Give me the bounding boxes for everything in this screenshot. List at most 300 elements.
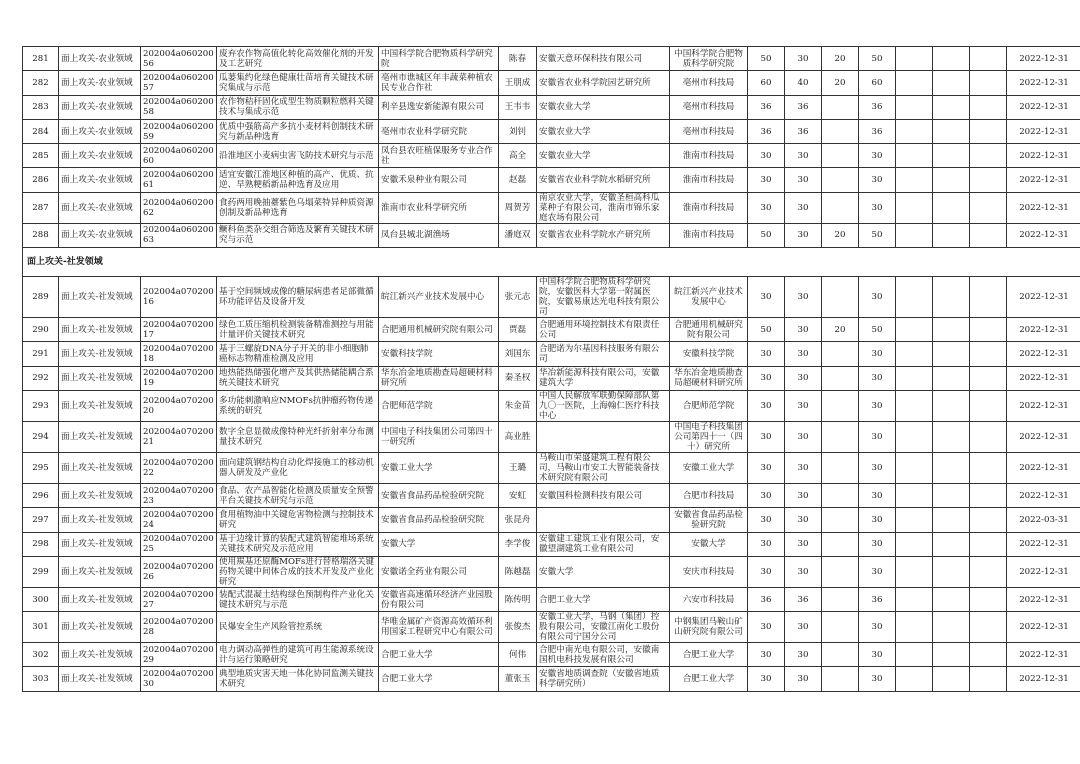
extra-cell-2	[933, 508, 970, 532]
total-funding-cell: 50	[748, 223, 785, 247]
table-row	[23, 643, 1080, 667]
table-row	[23, 390, 1080, 421]
extra-cell-1	[896, 532, 933, 556]
extra-cell-2	[933, 643, 970, 667]
row-number-cell: 291	[23, 342, 59, 366]
row-number-cell: 302	[23, 643, 59, 667]
row-number-cell: 294	[23, 421, 59, 452]
project-name-cell: 地热能热储强化增产及其供热储能耦合系统关键技术研究	[217, 366, 379, 390]
category-cell: 面上攻关-农业领域	[59, 192, 141, 223]
project-name-cell: 基于边缘计算的装配式建筑智能堆场系统关键技术研究及示范应用	[217, 532, 379, 556]
category-cell: 面上攻关-社发领域	[59, 452, 141, 483]
provincial-funding-cell: 30	[785, 223, 822, 247]
row-number-cell: 296	[23, 483, 59, 507]
provincial-funding-cell: 30	[785, 532, 822, 556]
recommending-unit-cell: 中国科学院合肥物质科学研究院	[670, 47, 748, 71]
partner-org-cell: 马鞍山市荣盛建筑工程有限公司，马鞍山市安工大智能装备技术研究院有限公司	[537, 452, 670, 483]
project-leader-cell: 贾磊	[499, 318, 537, 342]
allocated-funding-cell: 30	[859, 144, 896, 168]
table-row	[23, 342, 1080, 366]
extra-cell-2	[933, 47, 970, 71]
end-date-cell: 2022-12-31	[1007, 483, 1080, 507]
first-year-cell	[822, 95, 859, 119]
project-code-cell: 202004a06020061	[141, 168, 217, 192]
extra-cell-2	[933, 318, 970, 342]
provincial-funding-cell: 30	[785, 342, 822, 366]
provincial-funding-cell: 30	[785, 556, 822, 587]
extra-cell-3	[970, 318, 1007, 342]
first-year-cell	[822, 452, 859, 483]
extra-cell-1	[896, 612, 933, 643]
project-code-cell: 202004a07020030	[141, 667, 217, 691]
row-number-cell: 287	[23, 192, 59, 223]
provincial-funding-cell: 30	[785, 667, 822, 691]
allocated-funding-cell: 50	[859, 223, 896, 247]
project-code-cell: 202004a07020029	[141, 643, 217, 667]
row-number-cell: 292	[23, 366, 59, 390]
end-date-cell: 2022-12-31	[1007, 168, 1080, 192]
total-funding-cell: 30	[748, 192, 785, 223]
project-code-cell: 202004a07020025	[141, 532, 217, 556]
partner-org-cell: 安徽省农业科学院水产研究所	[537, 223, 670, 247]
provincial-funding-cell: 36	[785, 95, 822, 119]
total-funding-cell: 36	[748, 587, 785, 611]
total-funding-cell: 60	[748, 71, 785, 95]
project-leader-cell: 高全	[499, 144, 537, 168]
table-row	[23, 168, 1080, 192]
lead-org-cell: 安徽科技学院	[379, 342, 499, 366]
project-code-cell: 202004a07020022	[141, 452, 217, 483]
allocated-funding-cell: 60	[859, 71, 896, 95]
lead-org-cell: 合肥工业大学	[379, 643, 499, 667]
total-funding-cell: 30	[748, 366, 785, 390]
first-year-cell	[822, 192, 859, 223]
recommending-unit-cell: 合肥市科技局	[670, 483, 748, 507]
total-funding-cell: 30	[748, 483, 785, 507]
end-date-cell: 2022-12-31	[1007, 47, 1080, 71]
table-row	[23, 119, 1080, 143]
lead-org-cell: 亳州市农业科学研究院	[379, 119, 499, 143]
partner-org-cell: 合肥通用环境控制技术有限责任公司	[537, 318, 670, 342]
category-cell: 面上攻关-社发领域	[59, 277, 141, 318]
total-funding-cell: 50	[748, 318, 785, 342]
total-funding-cell: 36	[748, 119, 785, 143]
first-year-cell: 20	[822, 223, 859, 247]
first-year-cell	[822, 643, 859, 667]
partner-org-cell: 安徽大学	[537, 556, 670, 587]
recommending-unit-cell: 合肥工业大学	[670, 643, 748, 667]
allocated-funding-cell: 30	[859, 421, 896, 452]
section-header	[23, 248, 1080, 277]
end-date-cell: 2022-12-31	[1007, 667, 1080, 691]
extra-cell-2	[933, 421, 970, 452]
social-development-rows	[23, 277, 1080, 692]
extra-cell-2	[933, 667, 970, 691]
extra-cell-2	[933, 95, 970, 119]
provincial-funding-cell: 30	[785, 366, 822, 390]
allocated-funding-cell: 30	[859, 643, 896, 667]
first-year-cell	[822, 119, 859, 143]
partner-org-cell: 安徽农业大学	[537, 119, 670, 143]
category-cell: 面上攻关-农业领域	[59, 223, 141, 247]
category-cell: 面上攻关-农业领域	[59, 47, 141, 71]
lead-org-cell: 淮南市农业科学研究所	[379, 192, 499, 223]
allocated-funding-cell: 50	[859, 318, 896, 342]
recommending-unit-cell: 华东冶金地质勘查局超硬材料研究所	[670, 366, 748, 390]
section-title: 面上攻关-社发领域	[23, 248, 1080, 277]
extra-cell-1	[896, 144, 933, 168]
recommending-unit-cell: 淮南市科技局	[670, 223, 748, 247]
recommending-unit-cell: 安徽大学	[670, 532, 748, 556]
project-code-cell: 202004a06020057	[141, 71, 217, 95]
project-leader-cell: 高业胜	[499, 421, 537, 452]
provincial-funding-cell: 30	[785, 421, 822, 452]
row-number-cell: 285	[23, 144, 59, 168]
lead-org-cell: 安徽禾泉种业有限公司	[379, 168, 499, 192]
project-name-cell: 农作物秸秆固化成型生物质颗粒燃料关键技术与集成示范	[217, 95, 379, 119]
lead-org-cell: 华东冶金地质勘查局超硬材料研究所	[379, 366, 499, 390]
project-name-cell: 鳜科鱼类杂交组合筛选及繁育关键技术研究与示范	[217, 223, 379, 247]
total-funding-cell: 30	[748, 556, 785, 587]
total-funding-cell: 30	[748, 144, 785, 168]
end-date-cell: 2022-12-31	[1007, 95, 1080, 119]
first-year-cell	[822, 587, 859, 611]
total-funding-cell: 30	[748, 452, 785, 483]
category-cell: 面上攻关-社发领域	[59, 667, 141, 691]
first-year-cell	[822, 532, 859, 556]
partner-org-cell: 中国人民解放军联勤保障部队第九〇一医院，上海翰仁医疗科技中心	[537, 390, 670, 421]
project-code-cell: 202004a07020023	[141, 483, 217, 507]
project-leader-cell: 周贺芳	[499, 192, 537, 223]
total-funding-cell: 30	[748, 390, 785, 421]
total-funding-cell: 30	[748, 667, 785, 691]
table-row	[23, 532, 1080, 556]
end-date-cell: 2022-12-31	[1007, 119, 1080, 143]
recommending-unit-cell: 亳州市科技局	[670, 119, 748, 143]
table-row	[23, 144, 1080, 168]
extra-cell-1	[896, 483, 933, 507]
project-code-cell: 202004a06020063	[141, 223, 217, 247]
extra-cell-3	[970, 277, 1007, 318]
first-year-cell	[822, 342, 859, 366]
lead-org-cell: 合肥通用机械研究院有限公司	[379, 318, 499, 342]
row-number-cell: 282	[23, 71, 59, 95]
project-code-cell: 202004a07020027	[141, 587, 217, 611]
project-name-cell: 食用植物油中关键危害物检测与控制技术研究	[217, 508, 379, 532]
row-number-cell: 288	[23, 223, 59, 247]
lead-org-cell: 亳州市谯城区年丰蔬菜种植农民专业合作社	[379, 71, 499, 95]
table-row	[23, 483, 1080, 507]
allocated-funding-cell: 30	[859, 390, 896, 421]
partner-org-cell: 中国科学院合肥物质科学研究院，安徽医科大学第一附属医院，安徽易康达光电科技有限公司	[537, 277, 670, 318]
extra-cell-3	[970, 532, 1007, 556]
extra-cell-2	[933, 144, 970, 168]
project-code-cell: 202004a07020028	[141, 612, 217, 643]
project-leader-cell: 董张玉	[499, 667, 537, 691]
provincial-funding-cell: 30	[785, 47, 822, 71]
extra-cell-2	[933, 483, 970, 507]
recommending-unit-cell: 中钢集团马鞍山矿山研究院有限公司	[670, 612, 748, 643]
project-leader-cell: 刘国东	[499, 342, 537, 366]
extra-cell-3	[970, 587, 1007, 611]
partner-org-cell: 合肥工业大学	[537, 587, 670, 611]
provincial-funding-cell: 30	[785, 452, 822, 483]
project-leader-cell: 王韦韦	[499, 95, 537, 119]
end-date-cell: 2022-12-31	[1007, 318, 1080, 342]
provincial-funding-cell: 30	[785, 508, 822, 532]
first-year-cell	[822, 421, 859, 452]
recommending-unit-cell: 亳州市科技局	[670, 95, 748, 119]
end-date-cell: 2022-03-31	[1007, 508, 1080, 532]
extra-cell-3	[970, 192, 1007, 223]
extra-cell-3	[970, 342, 1007, 366]
extra-cell-3	[970, 95, 1007, 119]
category-cell: 面上攻关-社发领域	[59, 587, 141, 611]
category-cell: 面上攻关-社发领域	[59, 556, 141, 587]
partner-org-cell: 安徽农业大学	[537, 95, 670, 119]
extra-cell-3	[970, 483, 1007, 507]
first-year-cell	[822, 508, 859, 532]
extra-cell-2	[933, 223, 970, 247]
table-row	[23, 318, 1080, 342]
table-row	[23, 556, 1080, 587]
provincial-funding-cell: 30	[785, 168, 822, 192]
table-row	[23, 95, 1080, 119]
category-cell: 面上攻关-社发领域	[59, 508, 141, 532]
extra-cell-1	[896, 342, 933, 366]
partner-org-cell: 安徽省地质调查院（安徽省地质科学研究所）	[537, 667, 670, 691]
category-cell: 面上攻关-农业领域	[59, 119, 141, 143]
project-name-cell: 面向建筑钢结构自动化焊接施工的移动机器人研发及产业化	[217, 452, 379, 483]
lead-org-cell: 皖江新兴产业技术发展中心	[379, 277, 499, 318]
total-funding-cell: 30	[748, 168, 785, 192]
total-funding-cell: 30	[748, 421, 785, 452]
extra-cell-3	[970, 667, 1007, 691]
row-number-cell: 299	[23, 556, 59, 587]
project-code-cell: 202004a07020019	[141, 366, 217, 390]
row-number-cell: 281	[23, 47, 59, 71]
provincial-funding-cell: 40	[785, 71, 822, 95]
extra-cell-3	[970, 556, 1007, 587]
category-cell: 面上攻关-农业领域	[59, 168, 141, 192]
first-year-cell	[822, 366, 859, 390]
extra-cell-3	[970, 508, 1007, 532]
table-row	[23, 452, 1080, 483]
agriculture-rows	[23, 47, 1080, 248]
partner-org-cell: 华冶新能源科技有限公司，安徽建筑大学	[537, 366, 670, 390]
row-number-cell: 283	[23, 95, 59, 119]
allocated-funding-cell: 30	[859, 556, 896, 587]
lead-org-cell: 安徽工业大学	[379, 452, 499, 483]
first-year-cell	[822, 483, 859, 507]
category-cell: 面上攻关-社发领域	[59, 366, 141, 390]
project-code-cell: 202004a07020016	[141, 277, 217, 318]
extra-cell-2	[933, 556, 970, 587]
lead-org-cell: 利辛县逸安新能源有限公司	[379, 95, 499, 119]
project-code-cell: 202004a07020018	[141, 342, 217, 366]
extra-cell-1	[896, 366, 933, 390]
extra-cell-3	[970, 390, 1007, 421]
first-year-cell: 20	[822, 71, 859, 95]
project-leader-cell: 陈越磊	[499, 556, 537, 587]
extra-cell-1	[896, 192, 933, 223]
extra-cell-3	[970, 612, 1007, 643]
allocated-funding-cell: 30	[859, 667, 896, 691]
category-cell: 面上攻关-社发领域	[59, 342, 141, 366]
row-number-cell: 303	[23, 667, 59, 691]
extra-cell-1	[896, 390, 933, 421]
total-funding-cell: 30	[748, 277, 785, 318]
extra-cell-1	[896, 318, 933, 342]
project-name-cell: 装配式混凝土结构绿色预制构件产业化关键技术研究与示范	[217, 587, 379, 611]
extra-cell-1	[896, 452, 933, 483]
allocated-funding-cell: 30	[859, 612, 896, 643]
recommending-unit-cell: 合肥工业大学	[670, 667, 748, 691]
allocated-funding-cell: 30	[859, 483, 896, 507]
lead-org-cell: 安徽省高速循环经济产业园股份有限公司	[379, 587, 499, 611]
provincial-funding-cell: 36	[785, 587, 822, 611]
extra-cell-2	[933, 532, 970, 556]
end-date-cell: 2022-12-31	[1007, 556, 1080, 587]
project-leader-cell: 陈传明	[499, 587, 537, 611]
first-year-cell	[822, 612, 859, 643]
project-name-cell: 绿色工质压缩机检测装备精准测控与用能计量评价关键技术研究	[217, 318, 379, 342]
recommending-unit-cell: 皖江新兴产业技术发展中心	[670, 277, 748, 318]
first-year-cell	[822, 277, 859, 318]
row-number-cell: 301	[23, 612, 59, 643]
table-row	[23, 612, 1080, 643]
partner-org-cell: 南京农业大学，安徽圣桓高科瓜菜种子有限公司，淮南市锦乐家庭农场有限公司	[537, 192, 670, 223]
project-name-cell: 典型地质灾害天地一体化协同监测关键技术研究	[217, 667, 379, 691]
total-funding-cell: 50	[748, 47, 785, 71]
recommending-unit-cell: 中国电子科技集团公司第四十一（四十）研究所	[670, 421, 748, 452]
provincial-funding-cell: 30	[785, 277, 822, 318]
row-number-cell: 295	[23, 452, 59, 483]
lead-org-cell: 安徽省食品药品检验研究院	[379, 483, 499, 507]
row-number-cell: 284	[23, 119, 59, 143]
funding-table-page	[22, 46, 1069, 692]
allocated-funding-cell: 30	[859, 168, 896, 192]
lead-org-cell: 华唯金属矿产资源高效循环利用国家工程研究中心有限公司	[379, 612, 499, 643]
allocated-funding-cell: 30	[859, 277, 896, 318]
partner-org-cell: 安徽天意环保科技有限公司	[537, 47, 670, 71]
project-leader-cell: 赵磊	[499, 168, 537, 192]
partner-org-cell: 安徽建工建筑工业有限公司，安徽望湖建筑工业有限公司	[537, 532, 670, 556]
first-year-cell: 20	[822, 318, 859, 342]
extra-cell-2	[933, 277, 970, 318]
extra-cell-3	[970, 643, 1007, 667]
recommending-unit-cell: 安徽工业大学	[670, 452, 748, 483]
extra-cell-2	[933, 168, 970, 192]
lead-org-cell: 安徽诺全药业有限公司	[379, 556, 499, 587]
project-leader-cell: 潘庭双	[499, 223, 537, 247]
first-year-cell	[822, 168, 859, 192]
table-row	[23, 47, 1080, 71]
category-cell: 面上攻关-社发领域	[59, 483, 141, 507]
row-number-cell: 298	[23, 532, 59, 556]
row-number-cell: 293	[23, 390, 59, 421]
project-name-cell: 食药两用晚抽薹紫色乌塌菜特异种质资源创制及新品种选育	[217, 192, 379, 223]
extra-cell-3	[970, 168, 1007, 192]
end-date-cell: 2022-12-31	[1007, 612, 1080, 643]
row-number-cell: 286	[23, 168, 59, 192]
partner-org-cell: 安徽工业大学，马钢（集团）控股有限公司，安徽江南化工股份有限公司宁国分公司	[537, 612, 670, 643]
recommending-unit-cell: 亳州市科技局	[670, 71, 748, 95]
total-funding-cell: 30	[748, 612, 785, 643]
project-leader-cell: 李学俊	[499, 532, 537, 556]
table-row	[23, 667, 1080, 691]
project-code-cell: 202004a06020058	[141, 95, 217, 119]
extra-cell-3	[970, 421, 1007, 452]
project-name-cell: 数字全息显微成像特种光纤折射率分布测量技术研究	[217, 421, 379, 452]
project-name-cell: 适宜安徽江淮地区种植的高产、优质、抗逆、早熟粳稻新品种选育及应用	[217, 168, 379, 192]
end-date-cell: 2022-12-31	[1007, 421, 1080, 452]
lead-org-cell: 中国科学院合肥物质科学研究院	[379, 47, 499, 71]
extra-cell-1	[896, 119, 933, 143]
allocated-funding-cell: 30	[859, 342, 896, 366]
project-name-cell: 瓜蒌集约化绿色健康壮苗培育关键技术研究集成与示范	[217, 71, 379, 95]
extra-cell-3	[970, 223, 1007, 247]
recommending-unit-cell: 合肥通用机械研究院有限公司	[670, 318, 748, 342]
extra-cell-2	[933, 612, 970, 643]
table-row	[23, 587, 1080, 611]
category-cell: 面上攻关-社发领域	[59, 318, 141, 342]
first-year-cell	[822, 390, 859, 421]
project-name-cell: 基于空间频域成像的糖尿病患者足部微循环功能评估及设备开发	[217, 277, 379, 318]
total-funding-cell: 36	[748, 95, 785, 119]
allocated-funding-cell: 36	[859, 95, 896, 119]
end-date-cell: 2022-12-31	[1007, 144, 1080, 168]
partner-org-cell: 合肥中南光电有限公司，安徽南国机电科技发展有限公司	[537, 643, 670, 667]
first-year-cell	[822, 667, 859, 691]
project-name-cell: 优质中强筋高产多抗小麦材料创制技术研究与新品种选育	[217, 119, 379, 143]
table-row	[23, 223, 1080, 247]
partner-org-cell: 安徽农业大学	[537, 144, 670, 168]
row-number-cell: 297	[23, 508, 59, 532]
extra-cell-2	[933, 342, 970, 366]
provincial-funding-cell: 30	[785, 144, 822, 168]
project-code-cell: 202004a07020024	[141, 508, 217, 532]
end-date-cell: 2022-12-31	[1007, 71, 1080, 95]
extra-cell-3	[970, 144, 1007, 168]
extra-cell-1	[896, 508, 933, 532]
allocated-funding-cell: 50	[859, 47, 896, 71]
project-leader-cell: 秦圣权	[499, 366, 537, 390]
extra-cell-1	[896, 643, 933, 667]
allocated-funding-cell: 30	[859, 532, 896, 556]
extra-cell-1	[896, 587, 933, 611]
row-number-cell: 290	[23, 318, 59, 342]
total-funding-cell: 30	[748, 508, 785, 532]
category-cell: 面上攻关-社发领域	[59, 421, 141, 452]
lead-org-cell: 合肥工业大学	[379, 667, 499, 691]
partner-org-cell: 安徽省农业科学院水稻研究所	[537, 168, 670, 192]
extra-cell-1	[896, 47, 933, 71]
row-number-cell: 300	[23, 587, 59, 611]
project-name-cell: 沿淮地区小麦病虫害飞防技术研究与示范	[217, 144, 379, 168]
end-date-cell: 2022-12-31	[1007, 342, 1080, 366]
row-number-cell: 289	[23, 277, 59, 318]
allocated-funding-cell: 36	[859, 119, 896, 143]
project-name-cell: 废弃农作物高值化转化高效催化剂的开发及工艺研究	[217, 47, 379, 71]
extra-cell-1	[896, 667, 933, 691]
project-leader-cell: 张昆舟	[499, 508, 537, 532]
provincial-funding-cell: 36	[785, 119, 822, 143]
project-code-cell: 202004a07020021	[141, 421, 217, 452]
extra-cell-3	[970, 47, 1007, 71]
extra-cell-1	[896, 223, 933, 247]
project-name-cell: 电力调动高弹性的建筑可再生能源系统设计与运行策略研究	[217, 643, 379, 667]
